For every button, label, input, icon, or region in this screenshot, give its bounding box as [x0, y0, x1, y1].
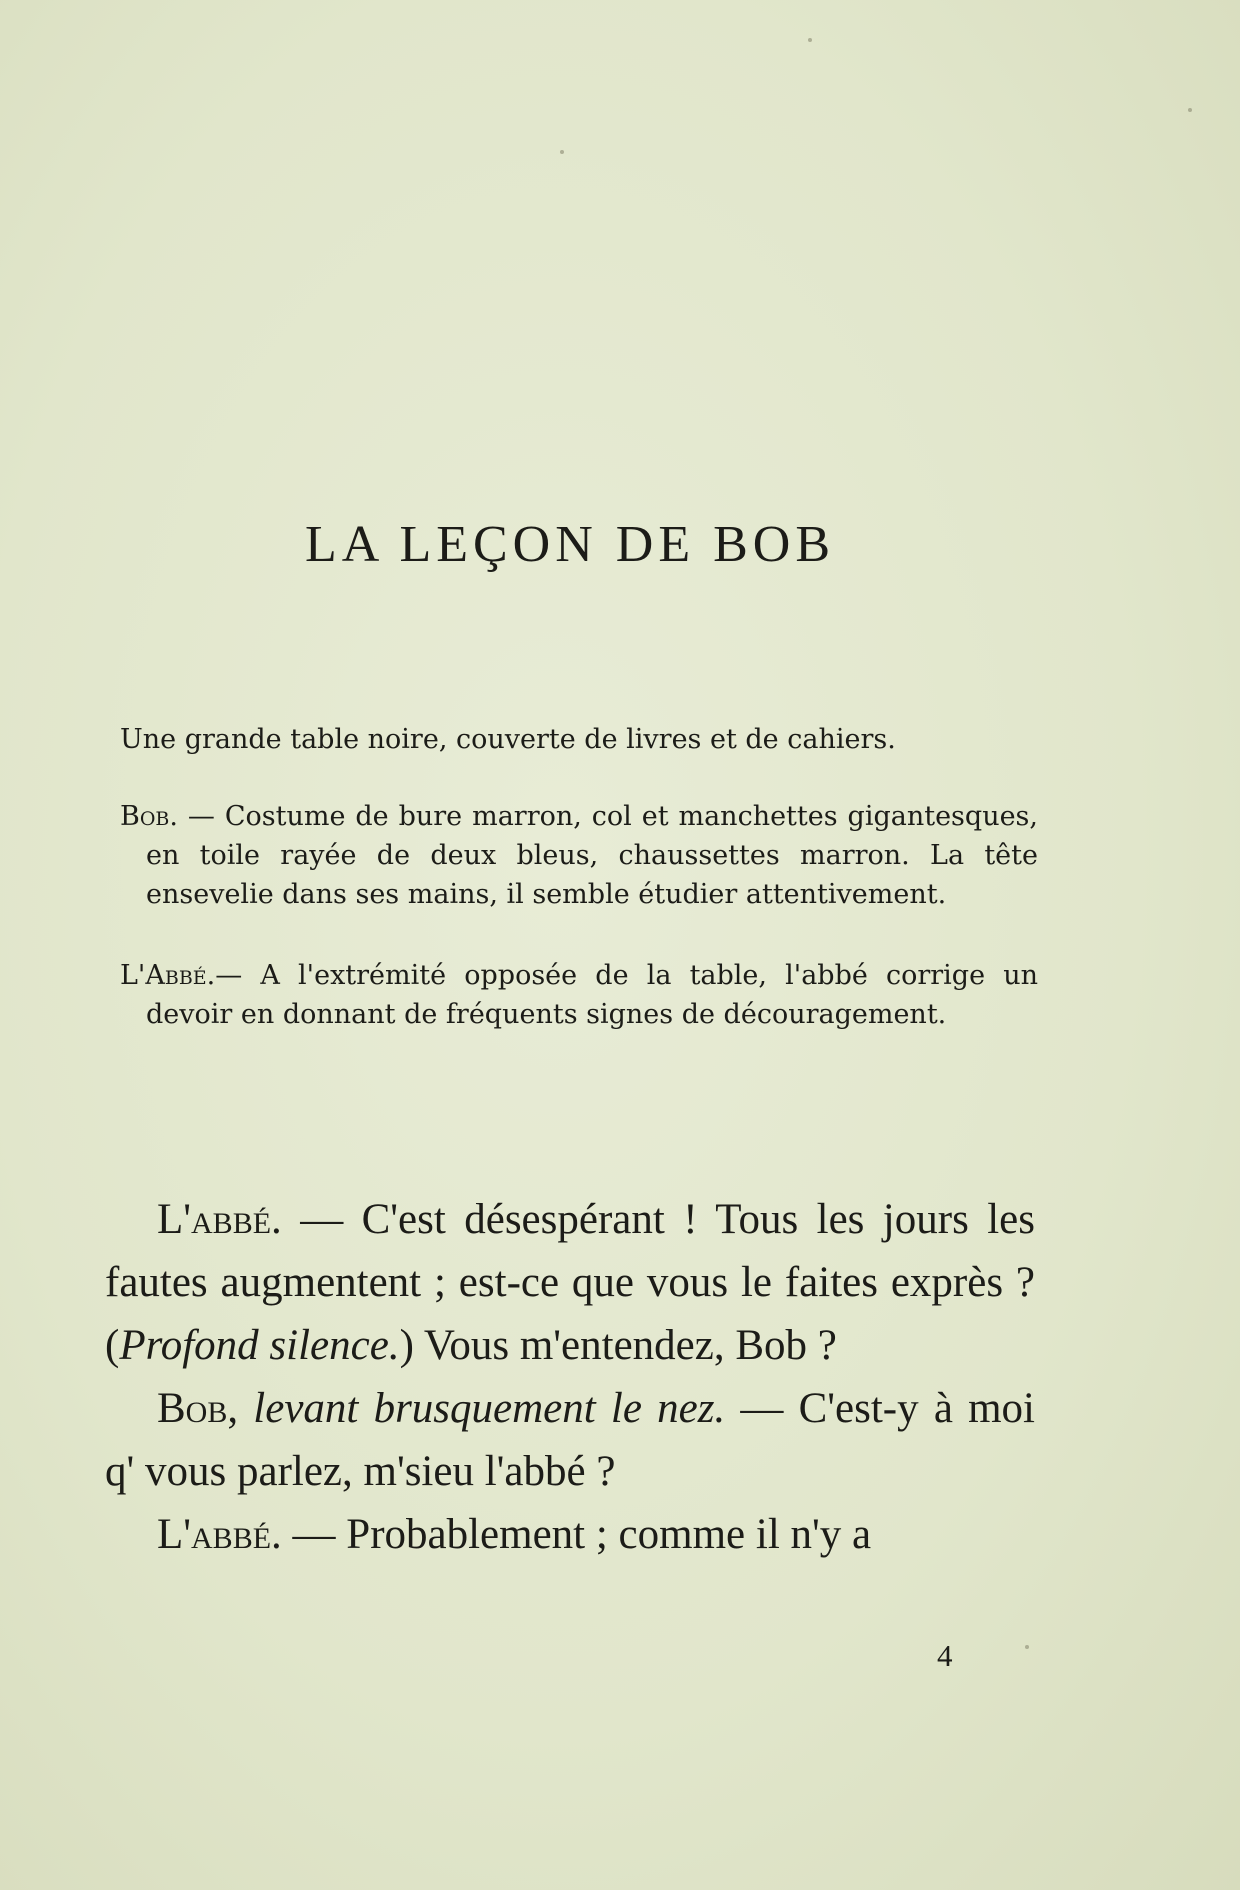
line-text: Probablement ; comme il n'y a: [346, 1511, 872, 1558]
character-name: L'Abbé.: [120, 960, 216, 991]
speaker-name: L'abbé.: [157, 1511, 282, 1558]
character-name: Bob.: [120, 801, 178, 832]
dash: —: [177, 801, 225, 832]
setting-description: Une grande table noire, couverte de livres et de cahiers.: [120, 724, 896, 755]
dash: —: [281, 1511, 347, 1558]
dialogue: [105, 1188, 1035, 1566]
stage-directions: [120, 720, 1038, 1076]
stage-direction-italic: Profond silence.: [119, 1322, 400, 1369]
paper-speck: [1025, 1645, 1029, 1649]
paper-speck: [808, 38, 812, 42]
dash: —: [215, 960, 261, 991]
line-text: ) Vous m'entendez, Bob ?: [399, 1322, 837, 1369]
dash: —: [281, 1196, 362, 1243]
speaker-name: L'abbé.: [157, 1196, 282, 1243]
line-text: C'est désespérant ! Tous les jours les fautes augmentent ; est-ce que vous le faites exprès ? (: [105, 1196, 1035, 1369]
page-number: 4: [937, 1638, 953, 1673]
character-description-bob: [120, 797, 1038, 914]
dialogue-line: [105, 1188, 1035, 1377]
speaker-name: Bob,: [157, 1385, 239, 1432]
paper-speck: [1188, 108, 1192, 112]
stage-direction-italic: levant brusquement le nez.: [238, 1385, 726, 1432]
character-text: Costume de bure marron, col et manchettes gigantesques, en toile rayée de deux bleus, chaussettes marron. La tête ensevelie dans ses mains, il semble étudier attentivement.: [146, 801, 1038, 910]
character-text: A l'extrémité opposée de la table, l'abbé corrige un devoir en donnant de fréquents signes de découragement.: [146, 960, 1038, 1030]
character-description-abbe: [120, 956, 1038, 1034]
dialogue-line: [105, 1377, 1035, 1503]
dash: —: [725, 1385, 799, 1432]
play-title: LA LEÇON DE BOB: [305, 516, 835, 573]
paper-speck: [560, 150, 564, 154]
line-text: C'est-y à moi q' vous parlez, m'sieu l'abbé ?: [105, 1385, 1035, 1495]
dialogue-line: [105, 1503, 1035, 1566]
